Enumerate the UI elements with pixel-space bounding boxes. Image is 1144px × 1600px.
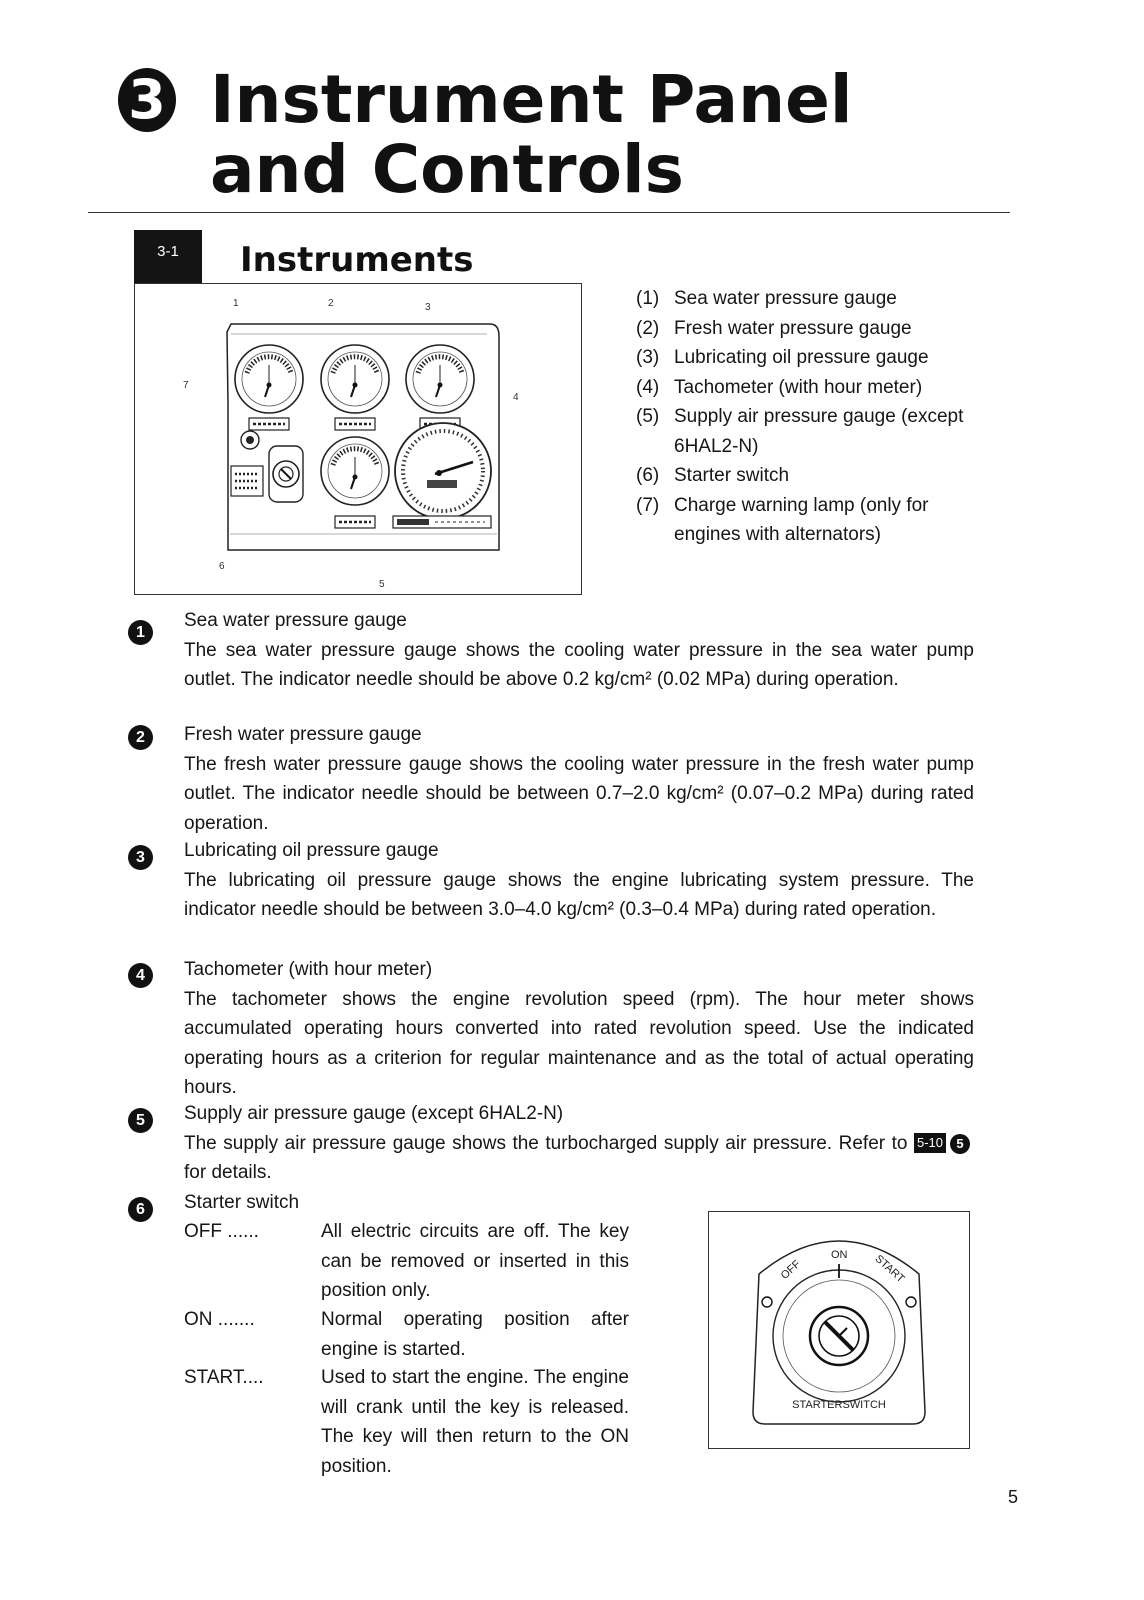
fresh-water-gauge-description: [184, 720, 974, 838]
lubricating-oil-pressure-gauge-drawing: [406, 345, 474, 413]
legend-text: Lubricating oil pressure gauge: [674, 347, 929, 368]
position-description: All electric circuits are off. The key can be removed or inserted in this position only.: [321, 1221, 629, 1301]
item-text: The lubricating oil pressure gauge shows the engine lubricating system pressure. The indicator needle should be between 3.0–4.0 kg/cm² (0.3–0.4 MPa) during rated operation.: [184, 869, 974, 920]
switch-caption: STARTERSWITCH: [792, 1399, 886, 1411]
item-number-bullet: 2: [128, 725, 153, 750]
legend-text: Tachometer (with hour meter): [674, 376, 923, 398]
item-number-bullet: 1: [128, 620, 153, 645]
reference-item-bullet: 5: [950, 1134, 970, 1154]
item-heading: Supply air pressure gauge (except 6HAL2-N): [184, 1103, 564, 1124]
position-label: ON .......: [184, 1309, 255, 1330]
legend-number: (4): [636, 376, 660, 398]
item-heading: Lubricating oil pressure gauge: [184, 840, 439, 861]
section-title: Instruments: [240, 240, 474, 280]
legend-item: [636, 284, 976, 314]
page-number: 5: [1008, 1487, 1019, 1507]
starter-switch-figure: [708, 1211, 970, 1449]
instrument-panel-drawing: [135, 284, 581, 594]
chapter-title-line-1: Instrument Panel: [210, 61, 853, 138]
callout-4: 4: [513, 392, 519, 403]
legend-text: Fresh water pressure gauge: [674, 317, 912, 339]
legend-item: [636, 491, 976, 550]
supply-air-pressure-gauge-drawing: [321, 437, 389, 505]
item-heading: Sea water pressure gauge: [184, 610, 407, 631]
legend-number: (5): [636, 406, 660, 427]
sea-water-gauge-description: [184, 606, 974, 695]
tachometer-drawing: [395, 423, 491, 519]
legend-item: [636, 461, 976, 491]
item-text-after: for details.: [184, 1162, 272, 1183]
legend-item: [636, 402, 976, 461]
legend-number: (6): [636, 465, 660, 486]
legend-text: Sea water pressure gauge: [674, 288, 897, 309]
legend-number: (2): [636, 317, 660, 339]
chapter-number-badge: 3: [118, 68, 176, 132]
legend-item: [636, 343, 976, 373]
legend-item: [636, 314, 976, 344]
item-number-bullet: 3: [128, 845, 153, 870]
callout-1: 1: [233, 298, 239, 309]
item-number-bullet: 6: [128, 1197, 153, 1222]
switch-start-label: START: [872, 1252, 907, 1286]
title-divider: [88, 212, 1010, 213]
callout-2: 2: [328, 298, 334, 309]
item-heading: Starter switch: [184, 1192, 300, 1213]
legend-number: (7): [636, 494, 660, 516]
charge-warning-lamp-drawing: [231, 466, 263, 496]
supply-air-gauge-description: [184, 1099, 974, 1188]
callout-5: 5: [379, 579, 385, 590]
section-reference-link[interactable]: 5-10: [914, 1133, 946, 1153]
item-number-bullet: 5: [128, 1108, 153, 1133]
instrument-legend: [636, 284, 976, 550]
legend-item: [636, 373, 976, 403]
item-text: The sea water pressure gauge shows the cooling water pressure in the sea water pump outlet. The indicator needle should be above 0.2 kg/cm² (0.02 MPa) during operation.: [184, 639, 974, 690]
switch-off-label: OFF: [778, 1258, 804, 1282]
tachometer-description: [184, 955, 974, 1103]
legend-number: (3): [636, 347, 660, 368]
fresh-water-pressure-gauge-drawing: [321, 345, 389, 413]
section-number-badge: 3-1: [134, 230, 202, 284]
callout-6: 6: [219, 561, 225, 572]
item-text-before: The supply air pressure gauge shows the turbocharged supply air pressure. Refer to: [184, 1132, 908, 1154]
starter-switch-drawing: [709, 1212, 969, 1448]
item-text: The fresh water pressure gauge shows the cooling water pressure in the fresh water pump outlet. The indicator needle should be between 0.7–2.0 kg/cm² (0.07–0.2 MPa) during rated operation.: [184, 753, 974, 834]
position-description: Normal operating position after engine is started.: [321, 1309, 629, 1360]
legend-text: Supply air pressure gauge (except 6HAL2-N): [674, 406, 964, 457]
chapter-title-line-2: and Controls: [210, 131, 684, 208]
legend-text: Charge warning lamp (only for engines with alternators): [674, 494, 929, 545]
position-label: OFF ......: [184, 1221, 259, 1242]
legend-number: (1): [636, 288, 660, 309]
sea-water-pressure-gauge-drawing: [235, 345, 303, 413]
item-number-bullet: 4: [128, 963, 153, 988]
callout-3: 3: [425, 302, 431, 313]
instrument-panel-figure: [134, 283, 582, 595]
callout-7: 7: [183, 380, 189, 391]
legend-text: Starter switch: [674, 465, 790, 486]
position-description: Used to start the engine. The engine will crank until the key is released. The key will then return to the ON position.: [321, 1367, 629, 1477]
item-heading: Tachometer (with hour meter): [184, 959, 433, 980]
switch-on-label: ON: [831, 1249, 848, 1261]
lubricating-oil-gauge-description: [184, 836, 974, 925]
item-text: The tachometer shows the engine revolution speed (rpm). The hour meter shows accumulated operating hours converted into rated revolution speed. Use the indicated operating hours as a criterion for regular maintenance and as the total of actual operating hours.: [184, 988, 974, 1098]
item-heading: Fresh water pressure gauge: [184, 724, 422, 745]
position-label: START....: [184, 1367, 264, 1388]
item-text: [184, 1129, 974, 1188]
